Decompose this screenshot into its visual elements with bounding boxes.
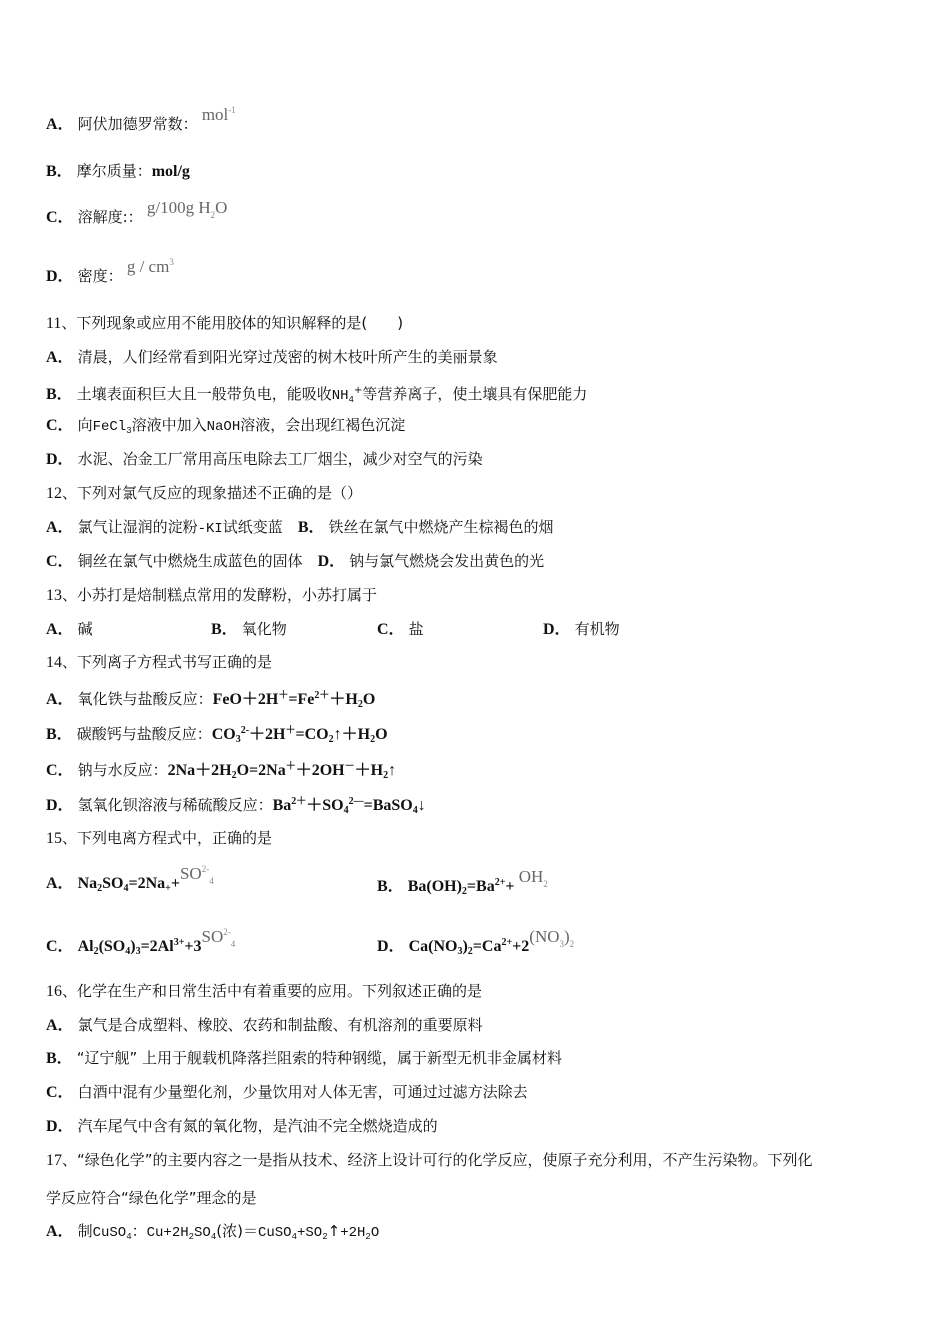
text-line xyxy=(0,546,950,576)
text-run: ) xyxy=(130,938,136,955)
text-run: NH xyxy=(331,388,349,404)
text-run: +SO xyxy=(296,1225,323,1241)
option-label: B． xyxy=(46,386,73,403)
text-run: mol/g xyxy=(151,163,190,180)
text-run: + xyxy=(353,385,363,396)
line-segment xyxy=(46,1216,379,1252)
text-run: 氯气让湿润的淀粉 xyxy=(77,518,198,536)
text-run: CuSO xyxy=(92,1225,127,1241)
text-line xyxy=(0,1111,950,1141)
text-line xyxy=(0,614,950,644)
text-run: 2- xyxy=(201,864,210,874)
text-run: ↓ xyxy=(417,797,426,814)
text-run: 2— xyxy=(348,796,364,807)
text-run: 2 xyxy=(93,946,99,957)
text-line xyxy=(0,1183,950,1213)
text-run: 2 xyxy=(543,879,548,889)
text-run: ＋ xyxy=(278,690,289,701)
text-run: 铁丝在氯气中燃烧产生棕褐色的烟 xyxy=(328,518,554,536)
text-run: 2 xyxy=(569,939,575,949)
text-run: ＋H xyxy=(354,762,384,779)
text-run: =CO xyxy=(295,726,329,743)
option-label: C． xyxy=(46,1084,74,1101)
text-run: 土壤表面积巨大且一般带负电，能吸收 xyxy=(76,385,332,403)
text-run: NaOH xyxy=(206,419,241,435)
text-run: 4 xyxy=(230,939,236,949)
text-line xyxy=(0,376,950,406)
text-line xyxy=(0,444,950,474)
text-line xyxy=(0,198,950,232)
text-run: 氧化物 xyxy=(241,620,287,638)
option-label: D． xyxy=(46,1118,74,1135)
question-number: 16 xyxy=(46,983,62,1000)
line-segment xyxy=(46,257,174,293)
question-number: 12 xyxy=(46,485,62,502)
line-segment xyxy=(46,105,236,141)
text-run: =2Na xyxy=(128,875,166,892)
text-run: 钠与氯气燃烧会发出黄色的光 xyxy=(349,552,545,570)
line-segment xyxy=(377,614,424,645)
text-run: 氯气是合成塑料、橡胶、农药和制盐酸、有机溶剂的重要原料 xyxy=(77,1016,483,1034)
line-segment xyxy=(377,868,548,907)
line-segment xyxy=(46,614,93,645)
option-label: A． xyxy=(46,349,74,366)
text-run: (浓)＝ xyxy=(216,1222,258,1240)
text-line xyxy=(0,1077,950,1107)
option-label: A． xyxy=(46,691,74,708)
text-run: 3 xyxy=(235,734,241,745)
question-number: 15 xyxy=(46,830,62,847)
line-segment xyxy=(46,478,362,509)
text-run: ) xyxy=(462,938,468,955)
text-run: g/100g H xyxy=(142,198,211,217)
line-segment xyxy=(46,681,375,720)
text-line xyxy=(0,752,950,782)
text-line xyxy=(0,681,950,711)
text-line xyxy=(0,308,950,338)
text-run: 4 xyxy=(291,1232,297,1242)
text-run: 铜丝在氯气中燃烧生成蓝色的固体 xyxy=(77,552,318,570)
text-line xyxy=(0,716,950,746)
text-run: O xyxy=(362,691,376,708)
text-run: 、“绿色化学”的主要内容之一是指从技术、经济上设计可行的化学反应，使原子充分利用，不产生污染物。下列化 xyxy=(62,1151,813,1169)
text-run: OH xyxy=(514,867,544,886)
text-line xyxy=(0,1145,950,1175)
option-label: C． xyxy=(377,621,405,638)
line-segment xyxy=(46,647,272,678)
text-run: Ca(NO xyxy=(408,938,458,955)
option-label: C． xyxy=(46,553,74,570)
text-run: 2 xyxy=(231,770,237,781)
option-label: B． xyxy=(46,726,73,743)
text-run: +2H xyxy=(340,1225,366,1241)
text-run: 向 xyxy=(77,416,93,434)
text-run: Ba xyxy=(272,797,292,814)
option-label: C． xyxy=(46,762,74,779)
option-label: B． xyxy=(377,878,404,895)
text-run: -KI xyxy=(197,521,223,537)
text-run: 2 xyxy=(370,734,376,745)
text-run: 钠与水反应： xyxy=(77,761,168,779)
text-run: 溶解度:： xyxy=(77,208,143,226)
text-run: mol xyxy=(197,105,229,124)
text-run: 4 xyxy=(348,395,354,405)
text-run: ： xyxy=(131,1222,147,1240)
text-run: CO xyxy=(211,726,236,743)
text-run: 3+ xyxy=(173,937,185,948)
text-run: =Ba xyxy=(466,878,495,895)
text-run: 2 xyxy=(357,699,363,710)
text-run: ＋ xyxy=(285,761,296,772)
text-run: 、下列现象或应用不能用胶体的知识解释的是( ) xyxy=(61,314,404,332)
option-label: D． xyxy=(46,451,74,468)
text-run: － xyxy=(344,761,355,772)
text-run: 2 xyxy=(461,886,467,897)
option-label: A． xyxy=(46,1017,74,1034)
text-run: 2 xyxy=(365,1232,371,1242)
text-run: 4 xyxy=(210,1232,217,1242)
line-segment xyxy=(46,1077,528,1108)
option-label: B． xyxy=(297,519,325,536)
text-run: 、化学在生产和日常生活中有着重要的应用。下列叙述正确的是 xyxy=(62,982,483,1000)
text-run: 溶液，会出现红褐色沉淀 xyxy=(240,416,406,434)
line-segment xyxy=(377,928,574,967)
option-label: D． xyxy=(46,797,74,814)
text-run: 4 xyxy=(343,805,349,816)
text-run: ＋2OH xyxy=(295,762,345,779)
text-run: 4 xyxy=(126,1232,132,1242)
text-run: O xyxy=(375,726,388,743)
text-run: ＋H xyxy=(329,691,358,708)
text-run: Ba(OH) xyxy=(407,878,462,895)
text-run: +3 xyxy=(184,938,202,955)
text-line xyxy=(0,864,950,898)
text-line xyxy=(0,478,950,508)
text-run: 摩尔质量： xyxy=(76,162,152,180)
option-label: A． xyxy=(46,519,74,536)
text-run: 4 xyxy=(209,876,214,886)
text-run: 2Na＋2H xyxy=(167,762,232,779)
line-segment xyxy=(46,512,554,544)
text-run: 、小苏打是焙制糕点常用的发酵粉，小苏打属于 xyxy=(62,586,378,604)
text-run: 溶液中加入 xyxy=(131,416,207,434)
text-run: 2 xyxy=(328,734,334,745)
line-segment xyxy=(543,614,620,645)
text-run: 2 xyxy=(188,1232,195,1242)
line-segment xyxy=(46,823,272,854)
text-run: 白酒中混有少量塑化剂，少量饮用对人体无害，可通过过滤方法除去 xyxy=(77,1083,528,1101)
option-label: D． xyxy=(543,621,571,638)
text-run: Na xyxy=(77,875,98,892)
text-run: CuSO xyxy=(257,1225,292,1241)
line-segment xyxy=(46,1183,257,1213)
text-run: 2＋ xyxy=(291,796,307,807)
text-run: 2＋ xyxy=(314,690,330,701)
text-run: O xyxy=(370,1225,380,1241)
text-run: ↑＋H xyxy=(333,726,371,743)
text-line xyxy=(0,787,950,817)
text-line xyxy=(0,105,950,139)
option-label: B． xyxy=(46,1050,73,1067)
option-label: C． xyxy=(46,209,74,226)
text-run: ＋SO xyxy=(306,797,344,814)
line-segment xyxy=(46,410,405,446)
text-run: FeO＋2H xyxy=(212,691,279,708)
text-line xyxy=(0,647,950,677)
option-label: A． xyxy=(46,875,74,892)
text-run: 清晨，人们经常看到阳光穿过茂密的树木枝叶所产生的美丽景象 xyxy=(77,348,498,366)
text-run: ) xyxy=(564,927,570,946)
line-segment xyxy=(46,342,498,373)
text-run: +2 xyxy=(512,938,530,955)
text-run: 、下列对氯气反应的现象描述不正确的是（） xyxy=(62,484,363,502)
option-label: B． xyxy=(211,621,238,638)
text-run: 学反应符合“绿色化学”理念的是 xyxy=(46,1189,257,1207)
text-line xyxy=(0,823,950,853)
text-run: 4 xyxy=(123,883,129,894)
text-line xyxy=(0,512,950,542)
text-run: + xyxy=(170,875,180,892)
text-line xyxy=(0,410,950,440)
text-run: + xyxy=(505,878,515,895)
text-run: SO xyxy=(201,927,224,946)
text-run: 氢氧化钡溶液与稀硫酸反应： xyxy=(77,796,273,814)
text-run: + xyxy=(165,883,171,894)
option-label: B． xyxy=(46,163,73,180)
text-run: 有机物 xyxy=(574,620,620,638)
text-run: g / cm xyxy=(122,257,170,276)
option-label: D． xyxy=(46,268,74,285)
text-run: FeCl xyxy=(92,419,127,435)
line-segment xyxy=(46,864,214,904)
text-run: 2- xyxy=(240,725,250,736)
text-run: 2+ xyxy=(494,877,506,888)
text-run: 3 xyxy=(457,946,463,957)
option-label: A． xyxy=(46,116,74,133)
line-segment xyxy=(46,308,403,339)
line-segment xyxy=(46,580,377,611)
text-run: 3 xyxy=(126,426,132,436)
text-run: 4 xyxy=(125,946,131,957)
text-run: 3 xyxy=(135,946,141,957)
text-run: 盐 xyxy=(408,620,424,638)
question-number: 14 xyxy=(46,654,62,671)
text-run: ↑ xyxy=(327,1222,341,1240)
text-run: =2Al xyxy=(140,938,174,955)
text-run: 2 xyxy=(322,1232,328,1242)
text-line xyxy=(0,1216,950,1246)
text-line xyxy=(0,928,950,958)
text-run: 4 xyxy=(412,805,418,816)
text-run: 水泥、冶金工厂常用高压电除去工厂烟尘，减少对空气的污染 xyxy=(77,450,483,468)
text-run: SO xyxy=(179,864,202,883)
line-segment xyxy=(46,1145,813,1176)
line-segment xyxy=(211,614,287,645)
text-run: 、下列电离方程式中，正确的是 xyxy=(62,829,273,847)
line-segment xyxy=(46,156,190,187)
text-run: 密度： xyxy=(77,267,123,285)
text-run: 等营养离子，使土壤具有保肥能力 xyxy=(362,385,588,403)
text-run: O=2Na xyxy=(236,762,286,779)
text-run: ＋ xyxy=(285,725,296,736)
text-run: 氧化铁与盐酸反应： xyxy=(77,690,213,708)
text-line xyxy=(0,1010,950,1040)
text-run: SO xyxy=(194,1225,211,1241)
option-label: C． xyxy=(46,938,74,955)
text-run: 碱 xyxy=(77,620,93,638)
text-line xyxy=(0,976,950,1006)
option-label: C． xyxy=(46,417,74,434)
option-label: D． xyxy=(377,938,405,955)
text-line xyxy=(0,580,950,610)
text-run: 2- xyxy=(223,927,231,937)
text-run: (SO xyxy=(98,938,126,955)
line-segment xyxy=(46,444,483,475)
line-segment xyxy=(46,716,388,755)
line-segment xyxy=(46,787,426,826)
text-line xyxy=(0,1043,950,1073)
line-segment xyxy=(46,546,544,577)
text-run: 2 xyxy=(467,946,473,957)
line-segment xyxy=(46,1043,562,1074)
text-run: 阿伏加德罗常数： xyxy=(77,115,198,133)
option-label: A． xyxy=(46,1223,74,1240)
text-run: (NO xyxy=(529,927,560,946)
option-label: A． xyxy=(46,621,74,638)
text-run: 2 xyxy=(97,883,103,894)
text-run: 2+ xyxy=(501,937,513,948)
line-segment xyxy=(46,928,235,967)
option-label: D． xyxy=(317,553,346,570)
text-run: =BaSO xyxy=(363,797,413,814)
text-run: -1 xyxy=(228,105,236,115)
text-run: 2 xyxy=(210,210,216,220)
text-run: ↑ xyxy=(388,762,397,779)
question-number: 11 xyxy=(46,315,62,332)
question-number: 13 xyxy=(46,587,62,604)
line-segment xyxy=(46,752,396,791)
question-number: 17 xyxy=(46,1152,62,1169)
text-run: 3 xyxy=(169,257,174,267)
text-run: Cu+2H xyxy=(146,1225,189,1241)
text-line xyxy=(0,257,950,291)
text-run: O xyxy=(215,198,228,217)
text-run: 碳酸钙与盐酸反应： xyxy=(76,725,212,743)
line-segment xyxy=(46,976,482,1007)
text-run: 制 xyxy=(77,1222,93,1240)
text-line xyxy=(0,342,950,372)
text-run: 汽车尾气中含有氮的氧化物，是汽油不完全燃烧造成的 xyxy=(77,1117,438,1135)
line-segment xyxy=(46,198,228,234)
text-run: Al xyxy=(77,938,94,955)
text-run: SO xyxy=(102,875,124,892)
line-segment xyxy=(46,1111,438,1142)
text-run: =Ca xyxy=(472,938,502,955)
text-run: =Fe xyxy=(288,691,315,708)
text-run: ＋2H xyxy=(249,726,286,743)
text-run: 、下列离子方程式书写正确的是 xyxy=(62,653,273,671)
text-run: “辽宁舰” 上用于舰载机降落拦阻索的特种钢缆，属于新型无机非金属材料 xyxy=(76,1049,563,1067)
text-line xyxy=(0,156,950,186)
line-segment xyxy=(46,1010,483,1041)
text-run: 2 xyxy=(383,770,389,781)
text-run: 试纸变蓝 xyxy=(222,518,298,536)
text-run: 3 xyxy=(559,939,564,949)
